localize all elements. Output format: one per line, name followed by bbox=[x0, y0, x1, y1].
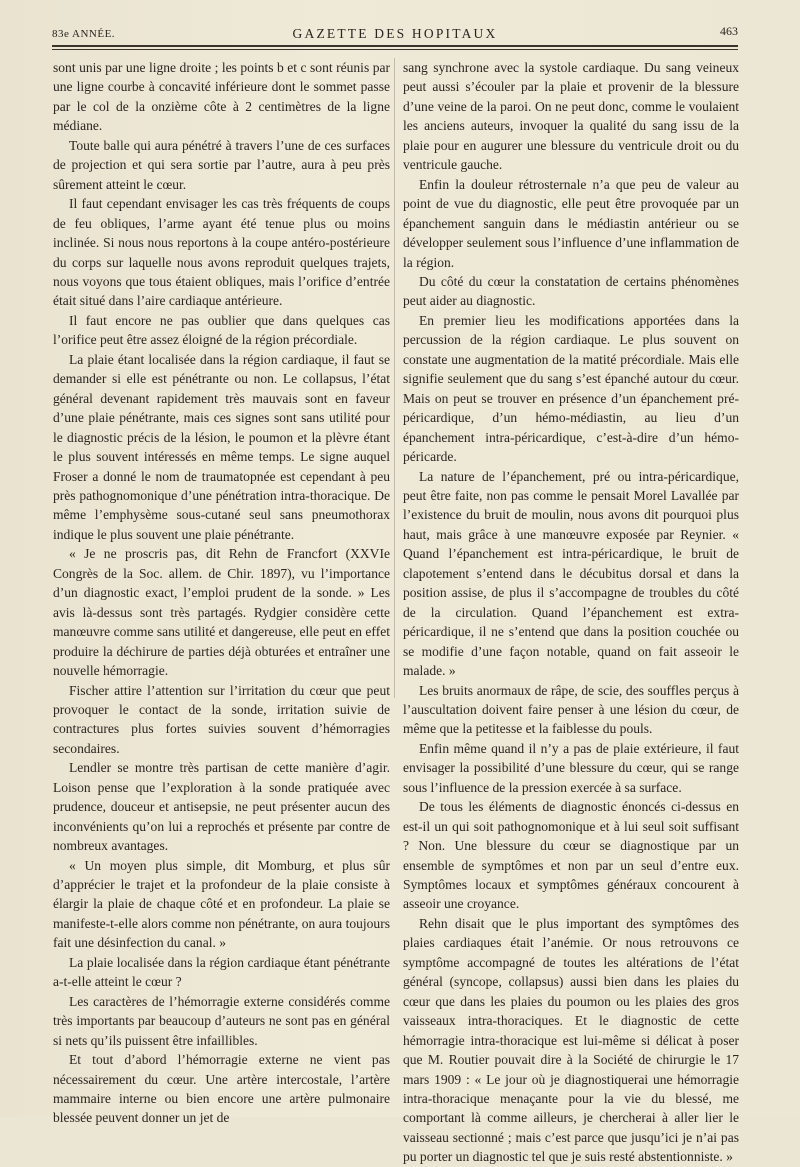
page-header bbox=[52, 22, 738, 42]
right-column bbox=[403, 58, 739, 1167]
header-rule-thin bbox=[52, 49, 738, 50]
paragraph: Du côté du cœur la constatation de certains phénomènes peut aider au diagnostic. bbox=[403, 273, 739, 309]
page-number: 463 bbox=[720, 24, 738, 38]
journal-title: GAZETTE DES HOPITAUX bbox=[292, 26, 498, 41]
paragraph: La plaie étant localisée dans la région cardiaque, il faut se demander si elle est pénétrante ou non. Le collapsus, l’état général devenant rapidement très mauvais sont en faveur d’une plaie pénétrante, mais ces signes sont sans utilité pour le diagnostic précis de la lésion, le poumon et la plèvre étant le plus souvent intéressés en même temps. Le signe auquel Froser a donné le nom de traumatopnée est cependant à peu près pathognomonique d’une pénétration intra-thoracique. De même l’emphysème sous-cutané seul sans pneumothorax indique le plus souvent une plaie pénétrante. bbox=[53, 351, 390, 542]
paragraph: sont unis par une ligne droite ; les points b et c sont réunis par une ligne courbe à concavité inférieure dont le sommet passe par le col de la onzième côte à 2 centimètres de la ligne médiane. bbox=[53, 60, 390, 134]
paragraph: Rehn disait que le plus important des symptômes des plaies cardiaques était l’anémie. Or nous retrouvons ce symptôme accompagné de toutes les altérations de l’état général (syncope, collapsus) aussi bien dans les plaies du cœur que dans les plaies du poumon ou les plaies des gros vaisseaux intra-thoraciques. Et le diagnostic de cette hémorragie intra-thoracique est lui-même si délicat à poser que M. Routier pouvait dire à la Société de chirurgie le 17 mars 1909 : « Le jour où je diagnostiquerai une hémorragie intra-thoracique menaçante pour la vie du blessé, me comportant là comme ailleurs, je chercherai à aller lier le vaisseau sectionné ; mais c’est parce que jusqu’ici je n’ai pas pu porter un diagnostic tel que je suis resté abstentionniste. » bbox=[403, 915, 739, 1165]
paragraph: Enfin la douleur rétrosternale n’a que peu de valeur au point de vue du diagnostic, elle peut être provoquée par un épanchement sanguin dans le médiastin antérieur ou se développer seulement sous l’influence d’une inflammation de la région. bbox=[403, 176, 739, 270]
paragraph: Les bruits anormaux de râpe, de scie, des souffles perçus à l’auscultation doivent faire penser à une lésion du cœur, de même que la petitesse et la faiblesse du pouls. bbox=[403, 682, 739, 737]
column-divider bbox=[394, 58, 395, 698]
year-label: 83e ANNÉE. bbox=[52, 28, 116, 40]
left-column bbox=[53, 58, 390, 1128]
paragraph: De tous les éléments de diagnostic énoncés ci-dessus en est-il un qui soit pathognomonique et à lui seul soit suffisant ? Non. Une blessure du cœur se diagnostique par un ensemble de symptômes et non par un seul d’entre eux. Symptômes locaux et symptômes généraux concourent à asseoir une croyance. bbox=[403, 799, 739, 912]
paragraph: Fischer attire l’attention sur l’irritation du cœur que peut provoquer le contact de la sonde, irritation suivie de contractures plus fortes suivies souvent d’hémorragies secondaires. bbox=[53, 682, 390, 756]
paragraph: Il faut encore ne pas oublier que dans quelques cas l’orifice peut être assez éloigné de la région précordiale. bbox=[53, 312, 390, 348]
paragraph: Lendler se montre très partisan de cette manière d’agir. Loison pense que l’exploration à la sonde pratiquée avec prudence, douceur et antisepsie, ne peut présenter aucun des inconvénients qu’on lui a reprochés et présente par contre de nombreux avantages. bbox=[53, 760, 390, 854]
paragraph: « Un moyen plus simple, dit Momburg, et plus sûr d’apprécier le trajet et la profondeur de la plaie consiste à élargir la plaie de chaque côté et en profondeur. La plaie se manifeste-t-elle alors comme non pénétrante, on aura toujours fait une désinfection du canal. » bbox=[53, 857, 390, 951]
header-rule-thick bbox=[52, 45, 738, 47]
paragraph: Il faut cependant envisager les cas très fréquents de coups de feu obliques, l’arme ayant été tenue plus ou moins inclinée. Si nous nous reportons à la coupe antéro-postérieure du corps sur laquelle nous avons reproduit quelques trajets, nous voyons que tous étaient obliques, mais l’orifice d’entrée était situé dans l’aire cardiaque antérieure. bbox=[53, 196, 390, 309]
paragraph: La nature de l’épanchement, pré ou intra-péricardique, peut être faite, non pas comme le pensait Morel Lavallée par l’existence du bruit de moulin, nous avons dit pourquoi plus haut, mais grâce à une manœuvre exposée par Reynier. « Quand l’épanchement est intra-péricardique, le bruit de clapotement s’entend dans le décubitus dorsal et dans la position assise, de plus il s’accompagne de troubles du côté de la circulation. Quand l’épanchement est extra-péricardique, il ne s’entend que dans la position couchée ou se modifie d’une façon notable, quand on fait asseoir le malade. » bbox=[403, 468, 739, 679]
paragraph: Et tout d’abord l’hémorragie externe ne vient pas nécessairement du cœur. Une artère intercostale, l’artère mammaire interne ou bien encore une artère pulmonaire blessée peuvent donner un jet de bbox=[53, 1052, 390, 1126]
paragraph: « Je ne proscris pas, dit Rehn de Francfort (XXVIe Congrès de la Soc. allem. de Chir. 1897), vu l’importance d’un diagnostic exact, l’emploi prudent de la sonde. » Les avis là-dessus sont très partagés. Rydgier considère cette manœuvre comme sans utilité et dangereuse, elle peut en effet produire la déchirure de parties déjà obturées et entraîner une nouvelle hémorragie. bbox=[53, 546, 390, 679]
paragraph: sang synchrone avec la systole cardiaque. Du sang veineux peut aussi s’écouler par la plaie et provenir de la blessure d’une veine de la paroi. On ne peut donc, comme le voulaient les anciens auteurs, invoquer la qualité du sang issu de la plaie pour en augurer une blessure du ventricule droit ou du ventricule gauche. bbox=[403, 60, 739, 173]
paragraph: En premier lieu les modifications apportées dans la percussion de la région cardiaque. Le plus souvent on constate une augmentation de la matité précordiale. Mais elle signifie seulement que du sang s’est épanché autour du cœur. Mais on peut se trouver en présence d’un épanchement pré-péricardique, d’un hémo-médiastin, au lieu d’un épanchement intra-péricardique, c’est-à-dire d’un hémo-péricarde. bbox=[403, 312, 739, 465]
paragraph: Les caractères de l’hémorragie externe considérés comme très importants par beaucoup d’auteurs ne sont pas en général si nets qu’ils puissent être infaillibles. bbox=[53, 993, 390, 1048]
paragraph: Toute balle qui aura pénétré à travers l’une de ces surfaces de projection et qui sera sortie par l’autre, aura à peu près sûrement atteint le cœur. bbox=[53, 137, 390, 192]
paragraph: La plaie localisée dans la région cardiaque étant pénétrante a-t-elle atteint le cœur ? bbox=[53, 954, 390, 990]
paragraph: Enfin même quand il n’y a pas de plaie extérieure, il faut envisager la possibilité d’une blessure du cœur, qui se range sous l’influence de la pression exercée à sa surface. bbox=[403, 740, 739, 795]
